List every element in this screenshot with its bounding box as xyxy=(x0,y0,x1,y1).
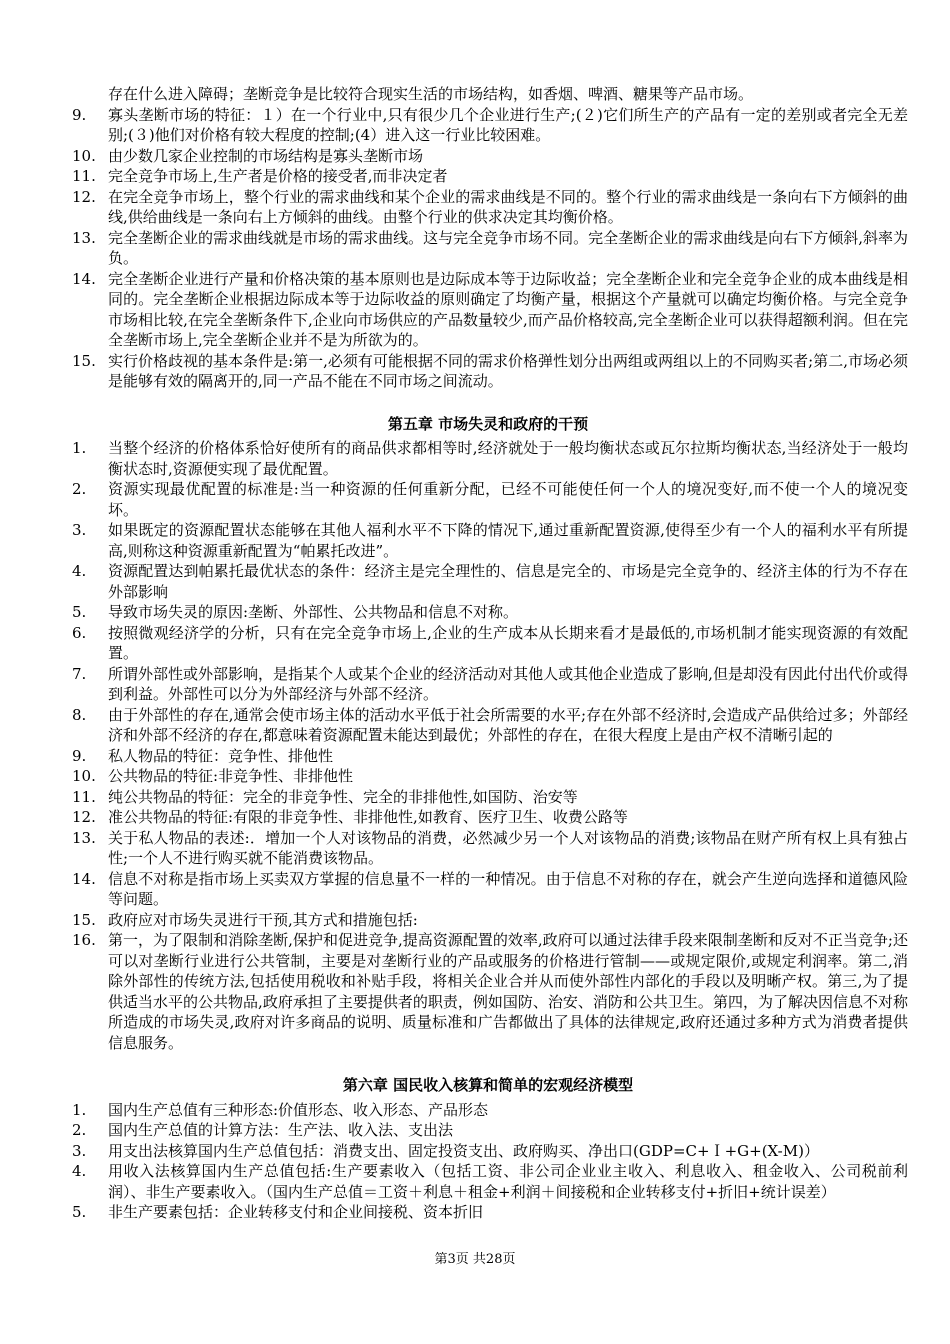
item-number: 16. xyxy=(72,931,96,949)
list-item xyxy=(68,228,908,269)
item-number: 1. xyxy=(72,1100,87,1119)
list-item xyxy=(68,602,908,623)
item-text: 国内生产总值有三种形态:价值形态、收入形态、产品形态 xyxy=(108,1100,489,1119)
item-text: 寡头垄断市场的特征：１）在一个行业中,只有很少几个企业进行生产;(２)它们所生产的产品有一定的差别或者完全无差别;(３)他们对价格有较大程度的控制;(4）进入这一行业比较困难。 xyxy=(108,105,908,144)
list-item xyxy=(68,664,908,705)
item-number: 12. xyxy=(72,808,96,826)
list-item xyxy=(68,766,908,787)
item-text: 关于私人物品的表述:．增加一个人对该物品的消费，必然减少另一个人对该物品的消费;该物品在财产所有权上具有独占性;一个人不进行购买就不能消费该物品。 xyxy=(108,828,908,867)
item-text: 用收入法核算国内生产总值包括:生产要素收入（包括工资、非公司企业业主收入、利息收入、租金收入、公司税前利润）、非生产要素收入。（国内生产总值＝工资＋利息＋租金+利润＋间接税和企业转移支付+折旧+统计误差） xyxy=(108,1162,908,1201)
list-item xyxy=(68,746,908,767)
list-item xyxy=(68,187,908,228)
list-item xyxy=(68,105,908,146)
item-text: 第一，为了限制和消除垄断,保护和促进竞争,提高资源配置的效率,政府可以通过法律手段来限制垄断和反对不正当竞争;还可以对垄断行业进行公共管制，主要是对垄断行业的产品或服务的价格进行管制——或规定限价,或规定利润率。第二,消除外部性的传统方法,包括使用税收和补贴手段，将相关企业合并从而使外部性内部化的手段以及明晰产权。第三,为了提供适当水平的公共物品,政府承担了主要提供者的职责，例如国防、治安、消防和公共卫生。第四，为了解决因信息不对称所造成的市场失灵,政府对许多商品的说明、质量标准和广告都做出了具体的法律规定,政府还通过多种方式为消费者提供信息服务。 xyxy=(108,931,908,1052)
item-number: 9. xyxy=(72,105,87,124)
item-text: 完全垄断企业的需求曲线就是市场的需求曲线。这与完全竞争市场不同。完全垄断企业的需求曲线是向右下方倾斜,斜率为负。 xyxy=(108,228,908,267)
item-number: 14. xyxy=(72,869,96,888)
list-item xyxy=(68,807,908,828)
item-number: 2. xyxy=(72,480,87,498)
list-item xyxy=(68,1100,908,1121)
list-item xyxy=(68,1141,908,1162)
list-item xyxy=(68,438,908,479)
list-item xyxy=(68,623,908,664)
list-item xyxy=(68,146,908,167)
item-text: 当整个经济的价格体系恰好使所有的商品供求都相等时,经济就处于一般均衡状态或瓦尔拉斯均衡状态,当经济处于一般均衡状态时,资源便实现了最优配置。 xyxy=(108,439,908,478)
item-text: 非生产要素包括：企业转移支付和企业间接税、资本折旧 xyxy=(108,1203,484,1221)
item-number: 7. xyxy=(72,664,87,683)
item-number: 3. xyxy=(72,521,87,539)
item-text: 所谓外部性或外部影响，是指某个人或某个企业的经济活动对其他人或其他企业造成了影响,但是却没有因此付出代价或得到利益。外部性可以分为外部经济与外部不经济。 xyxy=(108,664,908,703)
item-number: 1. xyxy=(72,439,87,457)
item-number: 10. xyxy=(72,767,96,785)
list-item xyxy=(68,828,908,869)
list-item xyxy=(68,930,908,1053)
continued-paragraph: 存在什么进入障碍；垄断竞争是比较符合现实生活的市场结构，如香烟、啤酒、糖果等产品市场。 xyxy=(108,85,754,103)
chapter6-heading: 第六章 国民收入核算和简单的宏观经济模型 xyxy=(342,1076,634,1094)
list-item xyxy=(68,520,908,561)
item-text: 由少数几家企业控制的市场结构是寡头垄断市场 xyxy=(108,146,424,165)
item-number: 6. xyxy=(72,623,87,642)
item-text: 由于外部性的存在,通常会使市场主体的活动水平低于社会所需要的水平;存在外部不经济时,会造成产品供给过多；外部经济和外部不经济的存在,都意味着资源配置未能达到最优；外部性的存在，在很大程度上是由产权不清晰引起的 xyxy=(108,705,908,744)
list-item xyxy=(68,1120,908,1141)
item-number: 3. xyxy=(72,1141,87,1160)
list-item xyxy=(68,479,908,520)
item-number: 2. xyxy=(72,1121,87,1139)
item-text: 国内生产总值的计算方法：生产法、收入法、支出法 xyxy=(108,1121,454,1139)
item-number: 15. xyxy=(72,910,96,929)
list-item xyxy=(68,1202,908,1223)
chapter6-list xyxy=(68,1100,908,1223)
item-number: 11. xyxy=(72,787,96,806)
list-item xyxy=(68,351,908,392)
item-text: 用支出法核算国内生产总值包括：消费支出、固定投资支出、政府购买、净出口(GDP=C+Ｉ+G+(X-M)） xyxy=(108,1141,819,1160)
item-text: 完全垄断企业进行产量和价格决策的基本原则也是边际成本等于边际收益；完全垄断企业和完全竞争企业的成本曲线是相同的。完全垄断企业根据边际成本等于边际收益的原则确定了均衡产量，根据这个产量就可以确定均衡价格。与完全竞争市场相比较,在完全垄断条件下,企业向市场供应的产品数量较少,而产品价格较高,完全垄断企业可以获得超额利润。但在完全垄断市场上,完全垄断企业并不是为所欲为的。 xyxy=(108,269,908,349)
item-text: 资源实现最优配置的标准是:当一种资源的任何重新分配，已经不可能使任何一个人的境况变好,而不使一个人的境况变坏。 xyxy=(108,480,908,519)
list-item xyxy=(68,705,908,746)
item-text: 实行价格歧视的基本条件是:第一,必须有可能根据不同的需求价格弹性划分出两组或两组以上的不同购买者;第二,市场必须是能够有效的隔离开的,同一产品不能在不同市场之间流动。 xyxy=(108,351,908,390)
list-item xyxy=(68,1161,908,1202)
page-footer: 第3页 共28页 xyxy=(434,1252,516,1267)
item-number: 13. xyxy=(72,828,96,847)
item-text: 按照微观经济学的分析，只有在完全竞争市场上,企业的生产成本从长期来看才是最低的,市场机制才能实现资源的有效配置。 xyxy=(108,623,908,662)
item-text: 纯公共物品的特征：完全的非竞争性、完全的非排他性,如国防、治安等 xyxy=(108,787,578,806)
item-number: 14. xyxy=(72,269,96,288)
list-item xyxy=(68,561,908,602)
item-number: 9. xyxy=(72,746,87,765)
item-number: 10. xyxy=(72,146,96,165)
item-text: 在完全竞争市场上，整个行业的需求曲线和某个企业的需求曲线是不同的。整个行业的需求曲线是一条向右下方倾斜的曲线,供给曲线是一条向右上方倾斜的曲线。由整个行业的供求决定其均衡价格。 xyxy=(108,187,908,226)
item-number: 12. xyxy=(72,187,96,206)
list-item xyxy=(68,787,908,808)
item-text: 如果既定的资源配置状态能够在其他人福利水平不下降的情况下,通过重新配置资源,使得至少有一个人的福利水平有所提高,则称这种资源重新配置为“帕累托改进”。 xyxy=(108,521,908,560)
list-item xyxy=(68,869,908,910)
item-number: 11. xyxy=(72,167,96,185)
list-item xyxy=(68,269,908,351)
item-number: 4. xyxy=(72,562,87,580)
chapter5-list xyxy=(68,438,908,1053)
chapter4-list xyxy=(68,105,908,392)
item-number: 4. xyxy=(72,1162,87,1180)
item-number: 8. xyxy=(72,705,87,724)
item-text: 完全竞争市场上,生产者是价格的接受者,而非决定者 xyxy=(108,167,448,185)
item-number: 5. xyxy=(72,1203,87,1221)
item-number: 13. xyxy=(72,228,96,247)
list-item xyxy=(68,166,908,187)
item-text: 私人物品的特征：竞争性、排他性 xyxy=(108,746,334,765)
item-text: 导致市场失灵的原因:垄断、外部性、公共物品和信息不对称。 xyxy=(108,603,519,621)
list-item xyxy=(68,910,908,931)
document-body xyxy=(68,84,908,1223)
item-text: 资源配置达到帕累托最优状态的条件：经济主是完全理性的、信息是完全的、市场是完全竞争的、经济主体的行为不存在外部影响 xyxy=(108,562,908,601)
item-number: 15. xyxy=(72,351,96,370)
item-text: 政府应对市场失灵进行干预,其方式和措施包括: xyxy=(108,910,418,929)
item-text: 准公共物品的特征:有限的非竞争性、非排他性,如教育、医疗卫生、收费公路等 xyxy=(108,808,628,826)
item-text: 信息不对称是指市场上买卖双方掌握的信息量不一样的一种情况。由于信息不对称的存在，就会产生逆向选择和道德风险等问题。 xyxy=(108,869,908,908)
chapter5-heading: 第五章 市场失灵和政府的干预 xyxy=(387,414,589,433)
item-text: 公共物品的特征:非竞争性、非排他性 xyxy=(108,767,354,785)
item-number: 5. xyxy=(72,603,87,621)
